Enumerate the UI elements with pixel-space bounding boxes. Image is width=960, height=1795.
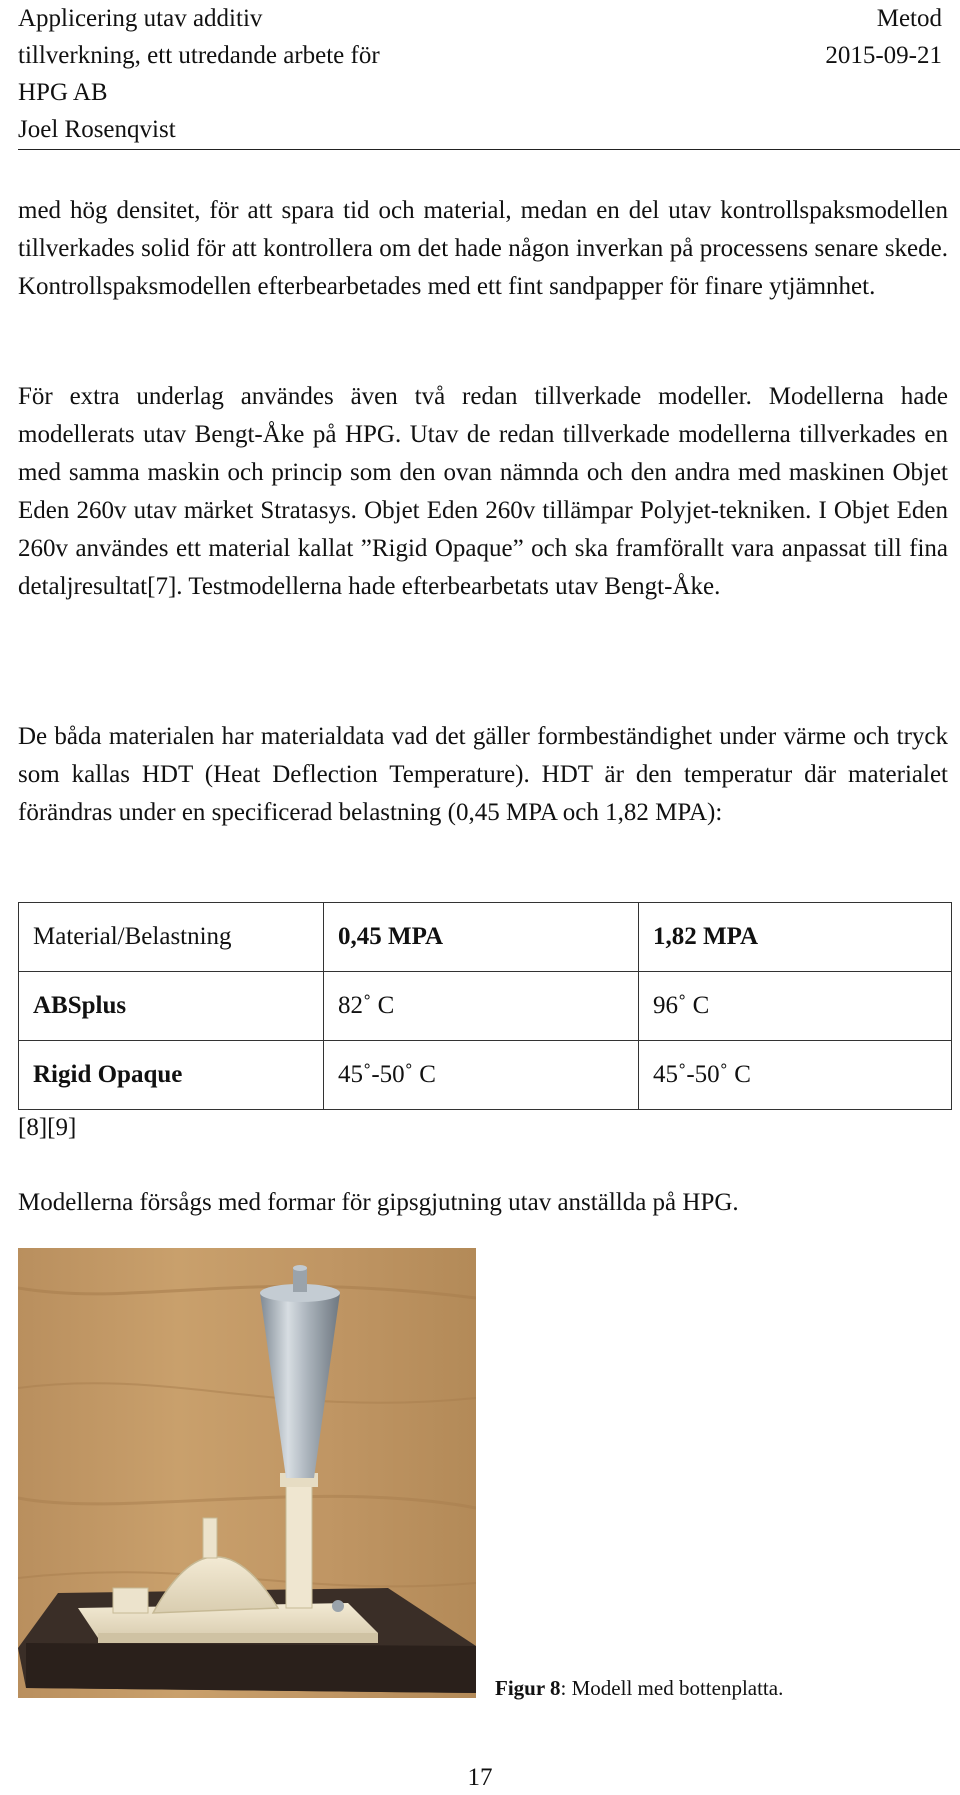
table-references: [8][9] (18, 1114, 77, 1141)
header-section: Metod (876, 5, 942, 32)
header-title-line: tillverkning, ett utredande arbete för (18, 42, 380, 69)
table-header-cell: Material/Belastning (19, 903, 324, 972)
table-cell-material: ABSplus (19, 972, 324, 1041)
header-title-line: Applicering utav additiv (18, 5, 263, 32)
table-header-cell: 1,82 MPA (639, 903, 952, 972)
paragraph-3: De båda materialen har materialdata vad det gäller formbeständighet under värme och tryck som kallas HDT (Heat Deflection Temperature). HDT är den temperatur där materialet förändras under en specificerad belastning (0,45 MPA och 1,82 MPA): (18, 723, 948, 826)
header-title-block (18, 0, 380, 148)
paragraph-4: Modellerna försågs med formar för gipsgjutning utav anställda på HPG. (18, 1189, 739, 1216)
table-header-row (19, 903, 952, 972)
figure-caption-text: : Modell med bottenplatta. (560, 1676, 784, 1700)
table-row (19, 972, 952, 1041)
table-cell: 96˚ C (639, 972, 952, 1041)
figure-caption (495, 1676, 783, 1701)
table-cell: 82˚ C (324, 972, 639, 1041)
table-cell-material: Rigid Opaque (19, 1041, 324, 1110)
header-author: Joel Rosenqvist (18, 116, 176, 143)
header-date: 2015-09-21 (825, 42, 942, 69)
header-divider (18, 149, 960, 150)
page-number: 17 (467, 1764, 493, 1791)
paragraph-1: med hög densitet, för att spara tid och material, medan en del utav kontrollspaksmodellen tillverkades solid för att kontrollera om det hade någon inverkan på processens senare skede. Kontrollspaksmodellen efterbearbetades med ett fint sandpapper för finare ytjämnhet. (18, 197, 948, 300)
figure-label: Figur 8 (495, 1676, 561, 1700)
model-photo (18, 1248, 476, 1698)
header-title-line: HPG AB (18, 79, 108, 106)
paragraph-2: För extra underlag användes även två redan tillverkade modeller. Modellerna hade modellerats utav Bengt-Åke på HPG. Utav de redan tillverkade modellerna tillverkades en med samma maskin och princip som den ovan nämnda och den andra med maskinen Objet Eden 260v utav märket Stratasys. Objet Eden 260v tillämpar Polyjet-tekniken. I Objet Eden 260v användes ett material kallat ”Rigid Opaque” och ska framförallt vara anpassat till fina detaljresultat[7]. Testmodellerna hade efterbearbetats utav Bengt-Åke. (18, 383, 948, 600)
table-cell: 45˚-50˚ C (324, 1041, 639, 1110)
table-row (19, 1041, 952, 1110)
hdt-table (18, 902, 952, 1110)
header-meta-block (825, 0, 942, 74)
table-cell: 45˚-50˚ C (639, 1041, 952, 1110)
table-header-cell: 0,45 MPA (324, 903, 639, 972)
